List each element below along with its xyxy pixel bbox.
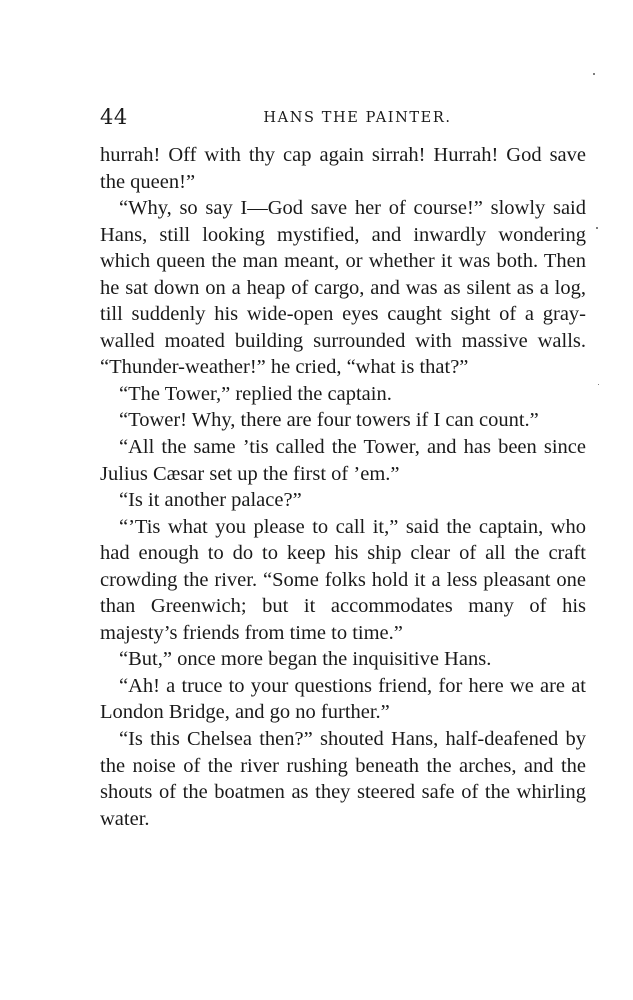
paragraph: “Tower! Why, there are four towers if I can count.” bbox=[119, 409, 539, 432]
print-speck bbox=[596, 227, 598, 229]
paragraph: “But,” once more began the inquisitive Hans. bbox=[119, 648, 492, 671]
paragraph: “All the same ’tis called the Tower, and has been since Julius Cæsar set up the first of ’em.” bbox=[100, 436, 586, 485]
paragraph: “Why, so say I—God save her of course!” slowly said Hans, still looking mystified, and inwardly wondering which queen the man meant, or whether it was both. Then he sat down on a heap of cargo, and was as silent as a log, till suddenly his wide-open eyes caught sight of a gray-walled moated building surrounded with massive walls. “Thunder-weather!” he cried, “what is that?” bbox=[100, 197, 586, 379]
paragraph: “Is this Chelsea then?” shouted Hans, half-deafened by the noise of the river rushing beneath the arches, and the shouts of the boatmen as they steered safe of the whirling water. bbox=[100, 728, 586, 830]
page-number: 44 bbox=[100, 105, 128, 129]
print-speck bbox=[598, 384, 599, 385]
paragraph: “Is it another palace?” bbox=[119, 489, 302, 512]
paragraph: “The Tower,” replied the captain. bbox=[119, 382, 392, 405]
paragraph: “Ah! a truce to your questions friend, for here we are at London Bridge, and go no further.” bbox=[100, 674, 586, 724]
paragraph: “’Tis what you please to call it,” said the captain, who had enough to do to keep his ship clear of all the craft crowding the river. “Some folks hold it a less pleasant one than Greenwich; but it accommodates many of his majesty’s friends from time to time.” bbox=[100, 515, 586, 644]
page-header bbox=[100, 103, 585, 131]
paragraph: hurrah! Off with thy cap again sirrah! Hurrah! God save the queen!” bbox=[100, 144, 586, 193]
body-text bbox=[100, 142, 586, 832]
running-title: HANS THE PAINTER. bbox=[263, 110, 452, 126]
print-speck bbox=[593, 73, 595, 75]
